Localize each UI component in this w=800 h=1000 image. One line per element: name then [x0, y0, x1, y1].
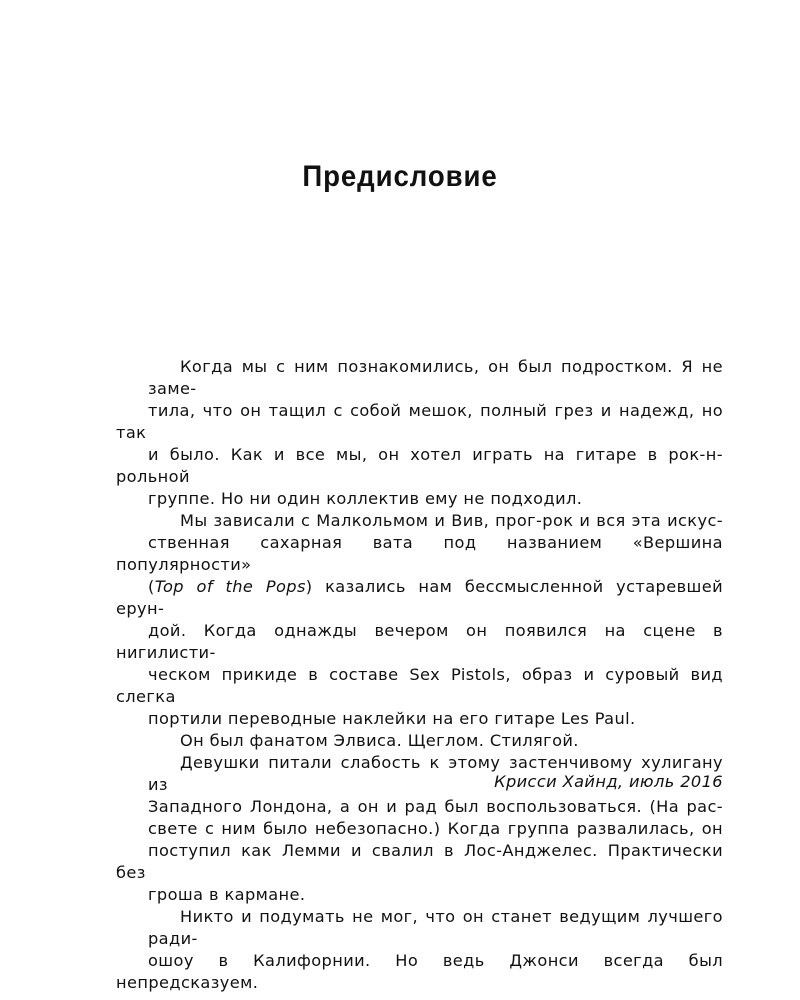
signature: Крисси Хайнд, июль 2016 — [494, 772, 723, 791]
text-line: Никто и подумать не мог, что он станет ведущим лучшего ради- — [148, 907, 723, 948]
text-line: тила, что он тащил с собой мешок, полный грез и надежд, но так — [116, 401, 723, 442]
text-line-with-italic — [116, 576, 723, 620]
text-line: Мы зависали с Малкольмом и Вив, прог-рок и вся эта искус- — [180, 511, 723, 530]
paragraph-3 — [116, 730, 723, 752]
text-line: гроша в кармане. — [148, 885, 306, 904]
text-line: дой. Когда однажды вечером он появился на сцене в нигилисти- — [116, 621, 723, 662]
text-line: Западного Лондона, а он и рад был воспользоваться. (На рас- — [148, 797, 723, 816]
text-line: группе. Но ни один коллектив ему не подходил. — [148, 489, 583, 508]
text-line: Девушки питали слабость к этому застенчивому хулигану из — [148, 753, 723, 794]
paragraph-2 — [116, 510, 723, 730]
text-line: Он был фанатом Элвиса. Щеглом. Стилягой. — [180, 731, 579, 750]
italic-title: Top of the Pops — [154, 577, 306, 596]
text-line: и было. Как и все мы, он хотел играть на гитаре в рок-н-рольной — [116, 445, 723, 486]
text-fragment: ( — [148, 577, 155, 596]
text-line: Когда мы с ним познакомились, он был подростком. Я не заме- — [148, 357, 723, 398]
text-line: свете с ним было небезопасно.) Когда группа развалилась, он — [148, 819, 723, 838]
text-fragment: ) казались нам бессмысленной устаревшей ерун- — [116, 577, 724, 618]
text-line: поступил как Лемми и свалил в Лос-Анджелес. Практически без — [116, 841, 723, 882]
paragraph-5 — [116, 906, 723, 994]
text-line: ственная сахарная вата под названием «Вершина популярности» — [116, 533, 723, 574]
text-line: ческом прикиде в составе Sex Pistols, образ и суровый вид слегка — [116, 665, 723, 706]
preface-body — [116, 356, 723, 994]
paragraph-1 — [116, 356, 723, 510]
text-line: ошоу в Калифорнии. Но ведь Джонси всегда был непредсказуем. — [116, 951, 723, 992]
page-title: Предисловие — [302, 160, 498, 193]
text-line: портили переводные наклейки на его гитаре Les Paul. — [148, 709, 636, 728]
